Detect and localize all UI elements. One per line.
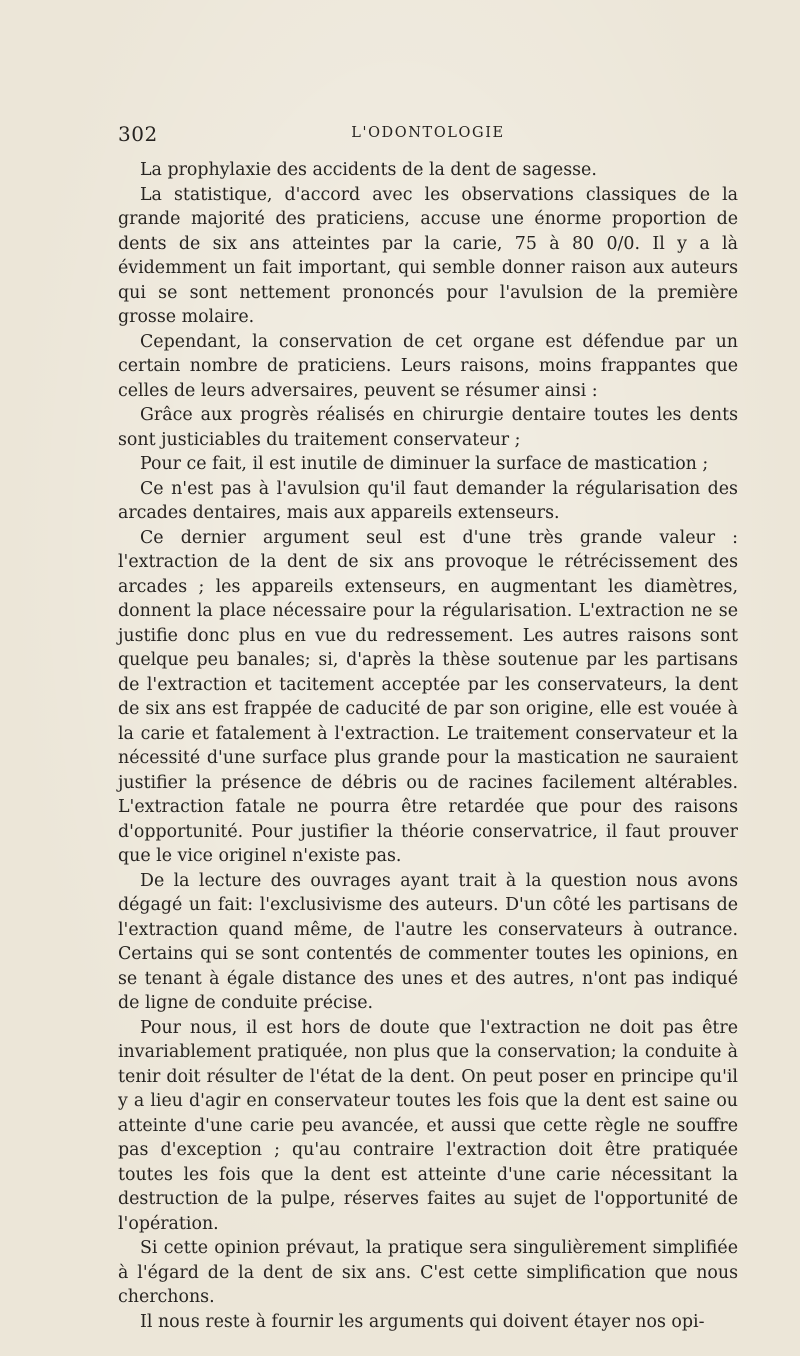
paragraph: Il nous reste à fournir les arguments qui doivent étayer nos opi- (140, 1311, 705, 1332)
paragraph: Ce dernier argument seul est d'une très grande valeur : l'extraction de la dent de six ans provoque le rétrécissement des arcades ; les appareils extenseurs, en augmentant les diamètres, donnent la place nécessaire pour la régularisation. L'extraction ne se justifie donc plus en vue du redressement. Les autres raisons sont quelque peu banales; si, d'après la thèse soutenue par les partisans de l'extraction et tacitement acceptée par les conservateurs, la dent de six ans est frappée de caducité de par son origine, elle est vouée à la carie et fatalement à l'extraction. Le traitement conservateur et la nécessité d'une surface plus grande pour la mastication ne sauraient justifier la présence de débris ou de racines facilement altérables. L'extraction fatale ne pourra être retardée que pour des raisons d'opportunité. Pour justifier la théorie conservatrice, il faut prouver que le vice originel n'existe pas. (118, 527, 738, 866)
paragraph: Pour ce fait, il est inutile de diminuer la surface de mastication ; (140, 454, 709, 474)
paragraph: Pour nous, il est hors de doute que l'extraction ne doit pas être invariablement pratiquée, non plus que la conservation; la conduite à tenir doit résulter de l'état de la dent. On peut poser en principe qu'il y a lieu d'agir en conservateur toutes les fois que la dent est saine ou atteinte d'une carie peu avancée, et aussi que cette règle ne souffre pas d'exception ; qu'au contraire l'extraction doit être pratiquée toutes les fois que la dent est atteinte d'une carie nécessitant la destruction de la pulpe, réserves faites au sujet de l'opportunité de l'opération. (118, 1017, 738, 1234)
running-head (118, 122, 738, 148)
paragraph: Cependant, la conservation de cet organe est défendue par un certain nombre de praticiens. Leurs raisons, moins frappantes que celles de leurs adversaires, peuvent se résumer ainsi : (118, 331, 738, 401)
running-title: L'ODONTOLOGIE (351, 125, 505, 141)
page-number: 302 (118, 122, 158, 146)
paragraph: Grâce aux progrès réalisés en chirurgie dentaire toutes les dents sont justiciables du traitement conservateur ; (118, 405, 738, 450)
paragraph: De la lecture des ouvrages ayant trait à la question nous avons dégagé un fait: l'exclusivisme des auteurs. D'un côté les partisans de l'extraction quand même, de l'autre les conservateurs à outrance. Certains qui se sont contentés de commenter toutes les opinions, en se tenant à égale distance des unes et des autres, n'ont pas indiqué de ligne de conduite précise. (118, 870, 738, 1013)
body-text (118, 158, 738, 1334)
paragraph: La prophylaxie des accidents de la dent de sagesse. (140, 160, 597, 180)
paragraph: La statistique, d'accord avec les observations classiques de la grande majorité des praticiens, accuse une énorme proportion de dents de six ans atteintes par la carie, 75 à 80 0/0. Il y a là évidemment un fait important, qui semble donner raison aux auteurs qui se sont nettement prononcés pour l'avulsion de la première grosse molaire. (118, 184, 738, 327)
paragraph: Si cette opinion prévaut, la pratique sera singulièrement simplifiée à l'égard de la dent de six ans. C'est cette simplification que nous cherchons. (118, 1238, 738, 1307)
paragraph: Ce n'est pas à l'avulsion qu'il faut demander la régularisation des arcades dentaires, mais aux appareils extenseurs. (118, 478, 738, 523)
